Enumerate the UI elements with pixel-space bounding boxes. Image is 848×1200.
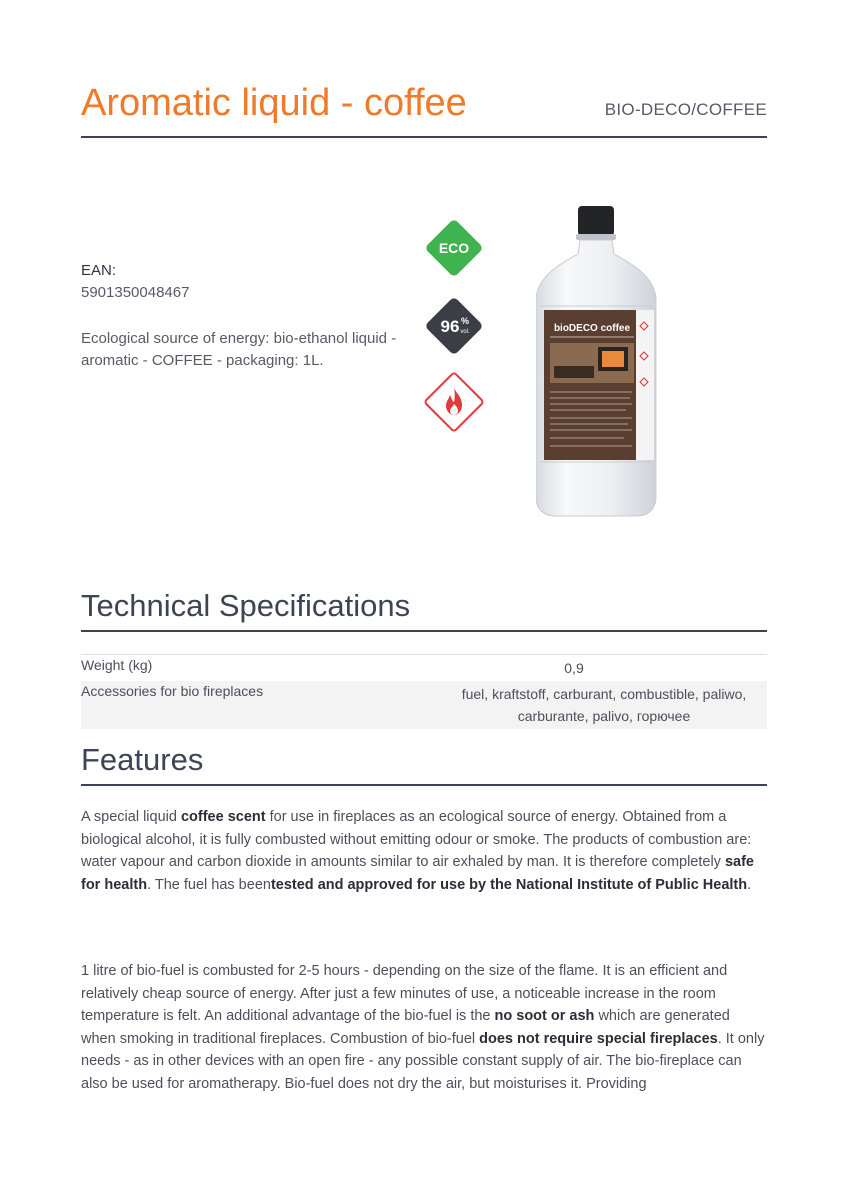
eco-badge-icon — [424, 218, 484, 278]
percent-value: 96 — [440, 317, 460, 336]
text-run: for use in fireplaces as an ecological source of energy. Obtained from a biological alcohol, it is fully combusted without emitting odour or smoke. The products of combustion are: water vapour and carbon dioxide in amounts similar to air exhaled by man. It is therefore completely — [81, 809, 752, 870]
product-description: Ecological source of energy: bio-ethanol liquid - aromatic - COFFEE - packaging: 1L. — [81, 330, 397, 369]
product-sku: BIO-DECO/COFFEE — [604, 100, 767, 119]
text-run-bold: tested and approved for use by the National Institute of Public Health — [270, 876, 748, 893]
technical-specifications-heading: Technical Specifications — [81, 588, 767, 632]
text-run: . It only needs - as in other devices with an open fire - any possible constant supply of air. The bio-fireplace can also be used for aromatherapy. Bio-fuel does not dry the air, but moisturises it. Providing — [81, 1030, 765, 1092]
text-run-bold: does not require special fireplaces — [479, 1030, 718, 1047]
text-run: which are generated when smoking in traditional fireplaces. Combustion of bio-fuel — [81, 1008, 730, 1047]
spec-key: Accessories for bio fireplaces — [81, 683, 264, 699]
spec-table — [81, 654, 767, 729]
spec-value: 0,9 — [564, 660, 584, 676]
table-row — [81, 655, 767, 682]
product-bottle-image — [536, 206, 668, 518]
vol-label: vol. — [460, 329, 470, 335]
text-run: 1 litre of bio-fuel is combusted for 2-5 hours - depending on the size of the flame. It is an efficient and relatively cheap source of energy. After just a few minutes of use, a noticeable increase in the room temperature is felt. An additional advantage of the bio-fuel is the — [81, 963, 728, 1024]
table-row — [81, 681, 767, 729]
alcohol-percent-badge-icon — [424, 296, 484, 356]
text-run: . The fuel has been — [147, 876, 271, 893]
ean-label: EAN: — [81, 262, 117, 279]
text-run: A special liquid — [81, 809, 181, 825]
text-run-bold: no soot or ash — [494, 1008, 595, 1024]
eco-badge-label: ECO — [438, 240, 470, 256]
spec-value: fuel, kraftstoff, carburant, combustible, paliwo, carburante, palivo, горючее — [461, 686, 747, 724]
features-paragraph-2 — [81, 960, 767, 1095]
spec-key: Weight (kg) — [81, 657, 153, 673]
page-header — [81, 78, 767, 138]
product-title: Aromatic liquid - coffee — [81, 82, 467, 124]
flame-icon — [424, 372, 484, 432]
percent-sign: % — [460, 316, 470, 326]
features-paragraph-1 — [81, 806, 767, 896]
text-run-bold: safe for health — [81, 854, 754, 893]
features-heading: Features — [81, 742, 767, 786]
text-run: . — [747, 876, 752, 893]
ean-value: 5901350048467 — [81, 284, 190, 301]
bottle-label-brand: bioDECO coffee — [553, 323, 631, 334]
text-run-bold: coffee scent — [180, 809, 266, 825]
